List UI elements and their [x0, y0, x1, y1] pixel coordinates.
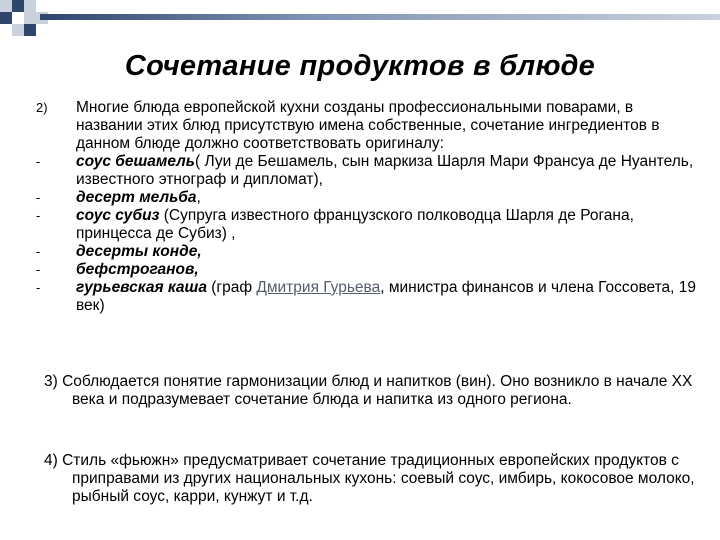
list-marker: -: [36, 190, 41, 205]
decor-square: [12, 0, 24, 12]
list-marker: -: [36, 280, 41, 295]
list-item: [36, 261, 696, 279]
dish-name: соус бешамель: [76, 153, 195, 170]
decor-square: [24, 24, 36, 36]
dish-name: гурьевская каша: [76, 279, 207, 296]
dish-note-tail: , министра финансов и члена Госсовета, 19 век): [76, 279, 697, 314]
dish-note: ,: [196, 189, 201, 206]
decor-square: [0, 12, 12, 24]
paragraph-3: 3) Соблюдается понятие гармонизации блюд и напитков (вин). Оно возникло в начале XX века и подразумевает сочетание блюда и напитка из одного региона.: [44, 373, 693, 408]
list-item: [36, 279, 696, 315]
dish-name: соус субиз: [76, 207, 160, 224]
dish-list: [36, 99, 696, 315]
decor-square: [12, 24, 24, 36]
list-marker: -: [36, 208, 41, 223]
decor-square: [0, 0, 12, 12]
dish-name: бефстроганов,: [76, 261, 199, 278]
header-rule: [40, 14, 720, 20]
slide-title: Сочетание продуктов в блюде: [124, 50, 596, 82]
decor-square: [24, 0, 36, 12]
list-marker: -: [36, 154, 41, 169]
dish-name: десерты конде,: [76, 243, 202, 260]
dish-note: (граф: [206, 279, 257, 296]
list-item: [36, 243, 696, 261]
dish-name: десерт мельба: [76, 189, 197, 206]
dish-note: (Супруга известного французского полководца Шарля де Рогана, принцесса де Субиз) ,: [76, 207, 634, 242]
list-intro: [36, 99, 696, 153]
list-item: [36, 207, 696, 243]
list-marker: 2): [36, 100, 48, 115]
list-marker: -: [36, 244, 41, 259]
decor-square: [24, 12, 36, 24]
list-intro-text: Многие блюда европейской кухни созданы профессиональными поварами, в названии этих блюд присутствую имена собственные, сочетание ингредиентов в данном блюде должно соответствовать оригиналу:: [76, 99, 660, 152]
decor-square: [12, 12, 24, 24]
gurev-link[interactable]: Дмитрия Гурьева: [256, 279, 381, 296]
dish-note: ( Луи де Бешамель, сын маркиза Шарля Мари Франсуа де Нуантель, известного этнограф и дипломат),: [76, 153, 694, 188]
list-marker: -: [36, 262, 41, 277]
paragraph-4: 4) Стиль «фьюжн» предусматривает сочетание традиционных европейских продуктов с приправами из других национальных кухонь: соевый соус, имбирь, кокосовое молоко, рыбный соус, карри, кунжут и т.д.: [44, 452, 695, 505]
list-item: [36, 153, 696, 189]
list-item: [36, 189, 696, 207]
